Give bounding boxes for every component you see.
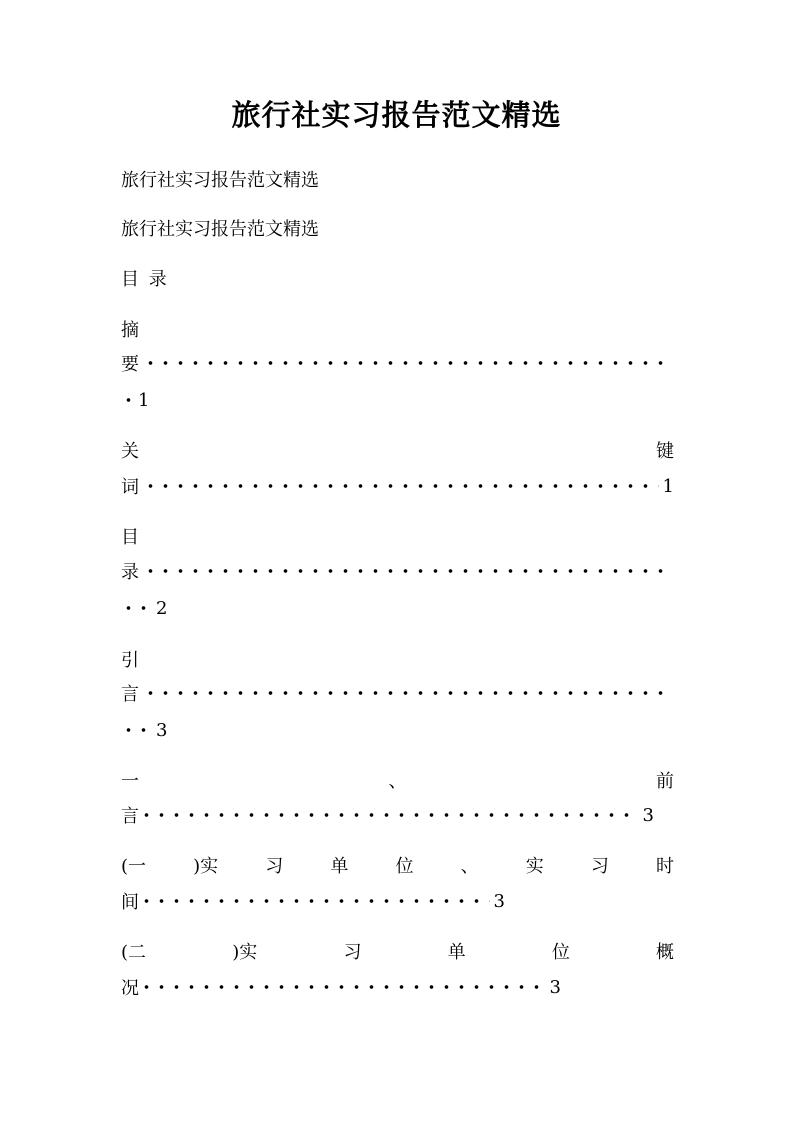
toc-unit-time-char: 位 [395,856,414,877]
toc-abstract-char-2: 要 [121,354,139,375]
toc-entry-contents [121,558,674,584]
toc-preface-char: 一 [121,771,139,792]
toc-unit-time-char: 习 [265,856,284,877]
toc-keywords-heading [121,437,674,463]
toc-unit-time-char-last: 间 [121,892,139,913]
toc-abstract-page-line [121,387,149,413]
toc-intro-char-2: 言 [121,684,139,705]
toc-unit-time-heading [121,852,674,878]
toc-entry-keywords [121,473,674,499]
toc-unit-time-char: (一 [121,856,147,877]
dot-leader [121,605,153,611]
toc-entry-unit-time [121,888,505,914]
subtitle-line-2: 旅行社实习报告范文精选 [121,219,319,240]
toc-entry-abstract [121,350,674,376]
toc-heading: 目 录 [121,269,169,290]
toc-unit-time-char: 习 [590,856,609,877]
toc-contents-page-line [121,595,167,621]
document-title: 旅行社实习报告范文精选 [231,98,562,132]
toc-preface-page: 3 [642,804,654,826]
toc-intro-page: 3 [156,719,168,741]
toc-unit-overview-char: )实 [232,942,258,963]
toc-unit-overview-heading [121,938,674,964]
toc-unit-time-page: 3 [493,890,505,912]
toc-unit-overview-char: 单 [447,942,466,963]
toc-unit-time-char: 时 [655,856,674,877]
subtitle-line-1: 旅行社实习报告范文精选 [121,170,319,191]
toc-unit-time-char: )实 [193,856,219,877]
toc-preface-char: 前 [656,771,674,792]
toc-preface-char-last: 言 [121,806,139,827]
toc-unit-overview-char: (二 [121,942,147,963]
toc-entry-preface [121,802,654,828]
toc-unit-overview-char: 位 [551,942,570,963]
dot-leader [121,397,135,403]
dot-leader [143,690,670,696]
toc-preface-char: 、 [388,771,407,792]
toc-keywords-char-1: 关 [121,441,139,462]
toc-unit-time-char: 、 [460,856,479,877]
toc-contents-char-2: 录 [121,562,139,583]
dot-leader [139,984,546,990]
toc-unit-overview-char: 概 [656,942,674,963]
toc-intro-char-1: 引 [121,650,139,671]
toc-contents-char-1: 目 [121,527,139,548]
toc-unit-time-char: 实 [525,856,544,877]
toc-preface-heading [121,767,674,793]
toc-unit-overview-char-last: 况 [121,978,139,999]
toc-keywords-char-2: 键 [656,441,674,462]
dot-leader [121,727,153,733]
toc-unit-overview-char: 习 [343,942,362,963]
toc-entry-intro [121,680,674,706]
toc-unit-overview-page: 3 [549,976,561,998]
dot-leader [139,898,490,904]
toc-unit-time-char: 单 [330,856,349,877]
dot-leader [139,812,639,818]
toc-keywords-char-3: 词 [121,477,139,498]
toc-keywords-page: 1 [662,475,674,497]
toc-contents-page: 2 [156,597,168,619]
toc-intro-page-line [121,717,167,743]
dot-leader [143,568,670,574]
toc-entry-unit-overview [121,974,561,1000]
toc-abstract-page: 1 [138,389,150,411]
toc-abstract-char-1: 摘 [121,320,139,341]
dot-leader [143,360,670,366]
dot-leader [143,483,659,489]
